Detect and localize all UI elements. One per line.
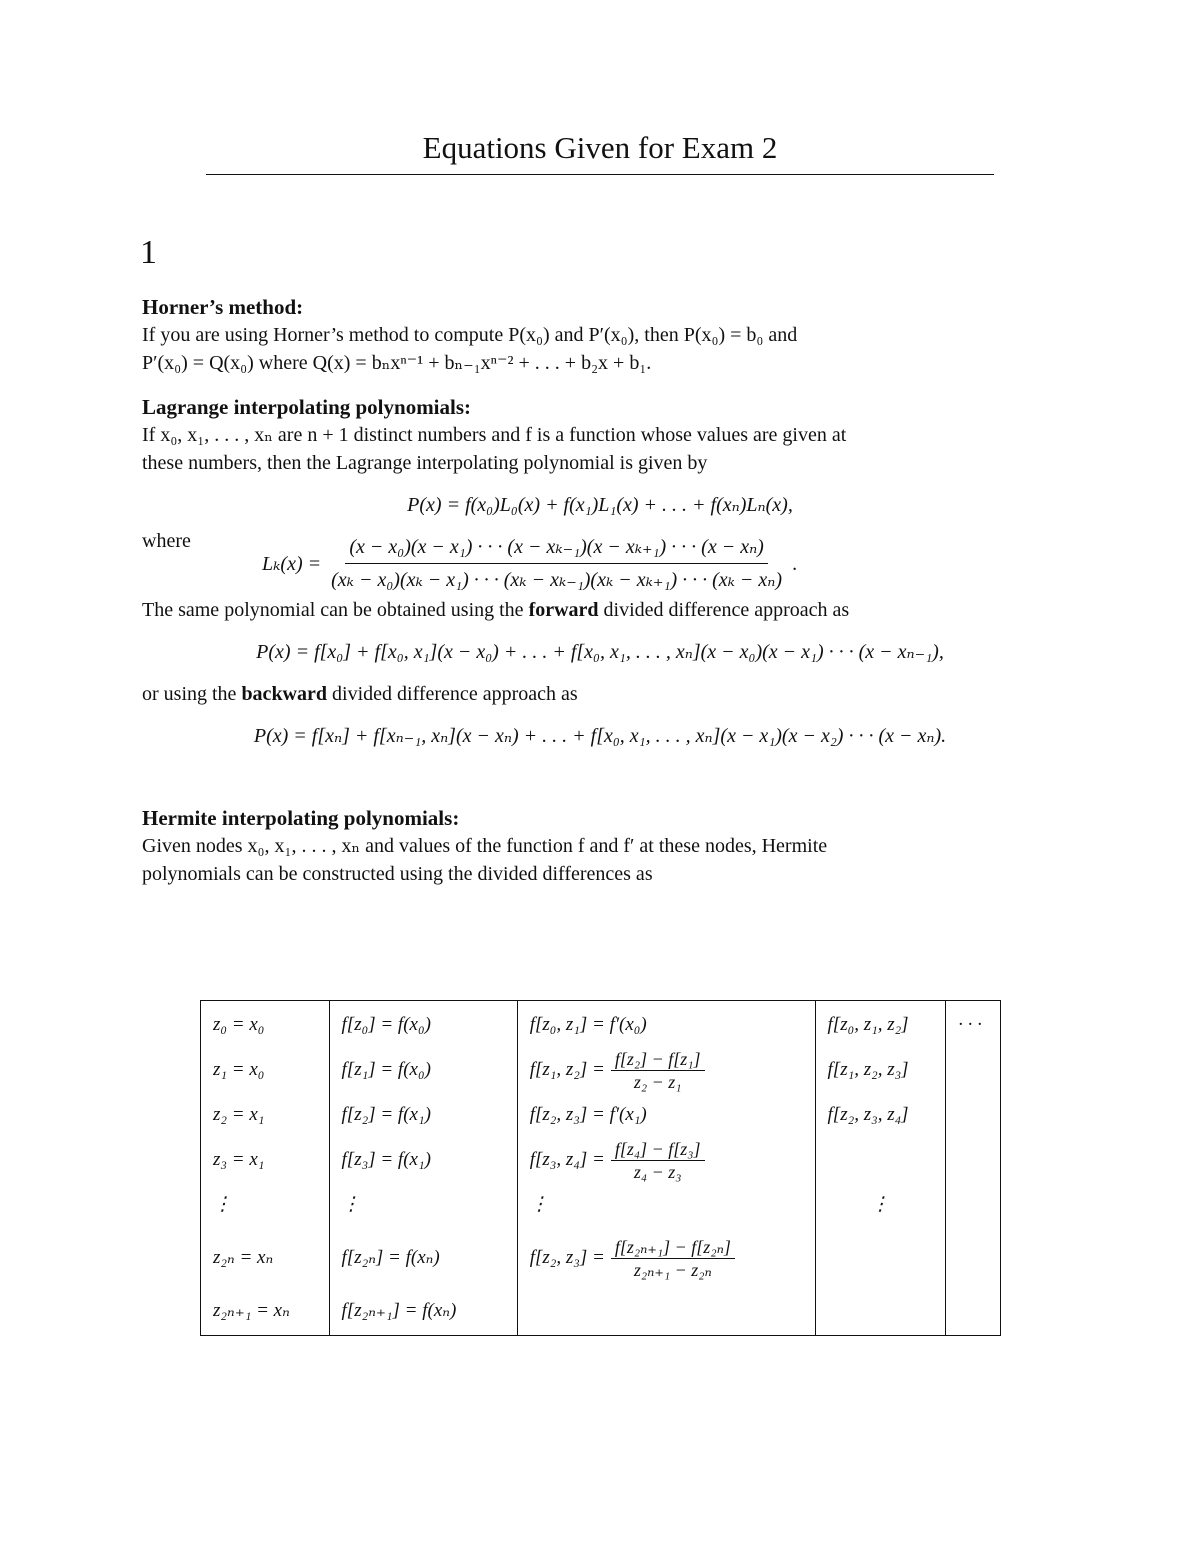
table-cell: ⋮ [213, 1194, 232, 1215]
ellipsis-column [946, 1001, 1001, 1336]
horner-text-2: P′(x₀) = Q(x₀) where Q(x) = bₙxⁿ⁻¹ + bₙ₋₁xⁿ⁻² + . . . + b₂x + b₁. [142, 352, 652, 374]
lk-definition [142, 530, 1058, 594]
table-cell: f[z₀] = f(x₀) [341, 1014, 431, 1035]
f-column [329, 1001, 517, 1336]
table-cell: · · · [958, 1014, 982, 1035]
table-cell: z₂ₙ₊₁ = xₙ [213, 1300, 290, 1321]
table-cell: f[z₀, z₁, z₂] [827, 1014, 909, 1035]
table-cell [530, 1045, 803, 1095]
forward-word: forward [528, 599, 599, 621]
table-cell: f[z₂, z₃, z₄] [827, 1104, 909, 1125]
z-column [201, 1001, 330, 1336]
table-cell [530, 1291, 803, 1331]
table-cell: f[z₂] = f(x₁) [341, 1104, 431, 1125]
horner-heading: Horner’s method: [142, 295, 304, 319]
lagrange-text-1: If x₀, x₁, . . . , xₙ are n + 1 distinct numbers and f is a function whose values are given at [142, 424, 847, 446]
table-cell: f[z₃] = f(x₁) [341, 1149, 431, 1170]
hermite-table [200, 1000, 1001, 1336]
cell-lhs: f[z₃, z₄] = [529, 1149, 605, 1170]
table-cell: z₂ₙ = xₙ [213, 1247, 274, 1268]
cell-lhs: f[z₁, z₂] = [529, 1059, 605, 1080]
lk-lhs: Lₖ(x) = [262, 552, 322, 575]
table-cell: f[z₂ₙ₊₁] = f(xₙ) [341, 1300, 457, 1321]
cell-fraction [611, 1236, 735, 1281]
backward-equation: P(x) = f[xₙ] + f[xₙ₋₁, xₙ](x − xₙ) + . . . + f[x₀, x₁, . . . , xₙ](x − x₁)(x − x₂) · · · (x − xₙ). [253, 725, 947, 747]
main-content [142, 293, 1058, 888]
table-cell: ⋮ [870, 1194, 890, 1215]
fraction-denominator: z₂ − z₁ [633, 1071, 682, 1092]
forward-pre: The same polynomial can be obtained using the [142, 599, 529, 621]
fraction-numerator: f[z₂ₙ₊₁] − f[z₂ₙ] [611, 1236, 735, 1259]
second-divided-difference-column [815, 1001, 946, 1336]
where-label: where [142, 530, 191, 552]
table-cell: f[z₁, z₂, z₃] [827, 1059, 909, 1080]
cell-lhs: f[z₂, z₃] = [529, 1247, 605, 1268]
forward-post: divided difference approach as [598, 599, 850, 621]
lagrange-heading: Lagrange interpolating polynomials: [142, 395, 472, 419]
table-row [201, 1001, 1001, 1336]
table-cell [828, 1135, 934, 1185]
page-title: Equations Given for Exam 2 [422, 130, 778, 165]
table-cell: z₂ = x₁ [213, 1104, 265, 1125]
cell-fraction [611, 1138, 705, 1183]
table-cell [530, 1225, 803, 1291]
horner-text-1: If you are using Horner’s method to compute P(x₀) and P′(x₀), then P(x₀) = b₀ and [142, 324, 798, 346]
backward-word: backward [241, 683, 328, 705]
table-cell: f[z₂ₙ] = f(xₙ) [341, 1247, 440, 1268]
cell-fraction [611, 1048, 705, 1093]
fraction-numerator: f[z₂] − f[z₁] [611, 1048, 705, 1071]
fraction-denominator: z₂ₙ₊₁ − z₂ₙ [633, 1259, 712, 1280]
hermite-heading: Hermite interpolating polynomials: [142, 806, 460, 830]
title-rule [206, 174, 994, 175]
forward-equation: P(x) = f[x₀] + f[x₀, x₁](x − x₀) + . . . + f[x₀, x₁, . . . , xₙ](x − x₀)(x − x₁) · · · (x − xₙ₋₁), [256, 641, 944, 663]
table-cell: z₃ = x₁ [213, 1149, 265, 1170]
backward-text [142, 680, 1058, 708]
lk-denominator: (xₖ − x₀)(xₖ − x₁) · · · (xₖ − xₖ₋₁)(xₖ − xₖ₊₁) · · · (xₖ − xₙ) [331, 569, 783, 591]
table-cell: f[z₁] = f(x₀) [341, 1059, 431, 1080]
table-cell: ⋮ [341, 1194, 361, 1215]
hermite-text-2: polynomials can be constructed using the divided differences as [142, 863, 653, 885]
lk-fraction [327, 533, 786, 594]
table-cell: z₁ = x₀ [213, 1059, 265, 1080]
table-cell: ⋮ [529, 1194, 549, 1215]
table-cell [530, 1135, 803, 1185]
section-number: 1 [140, 234, 157, 271]
hermite-text-1: Given nodes x₀, x₁, . . . , xₙ and values of the function f and f′ at these nodes, Hermite [142, 835, 828, 857]
table-cell: f[z₂, z₃] = f′(x₁) [529, 1104, 647, 1125]
lagrange-equation: P(x) = f(x₀)L₀(x) + f(x₁)L₁(x) + . . . + f(xₙ)Lₙ(x), [407, 494, 793, 516]
backward-pre: or using the [142, 683, 242, 705]
forward-text [142, 596, 1058, 624]
fraction-denominator: z₄ − z₃ [633, 1161, 682, 1182]
first-divided-difference-column [517, 1001, 815, 1336]
table-cell: z₀ = x₀ [213, 1014, 265, 1035]
fraction-numerator: f[z₄] − f[z₃] [611, 1138, 705, 1161]
lagrange-text-2: these numbers, then the Lagrange interpolating polynomial is given by [142, 452, 708, 474]
lk-numerator: (x − x₀)(x − x₁) · · · (x − xₖ₋₁)(x − xₖ₊₁) · · · (x − xₙ) [345, 533, 767, 564]
backward-post: divided difference approach as [327, 683, 578, 705]
lk-end: . [792, 552, 798, 575]
table-cell: f[z₀, z₁] = f′(x₀) [529, 1014, 647, 1035]
